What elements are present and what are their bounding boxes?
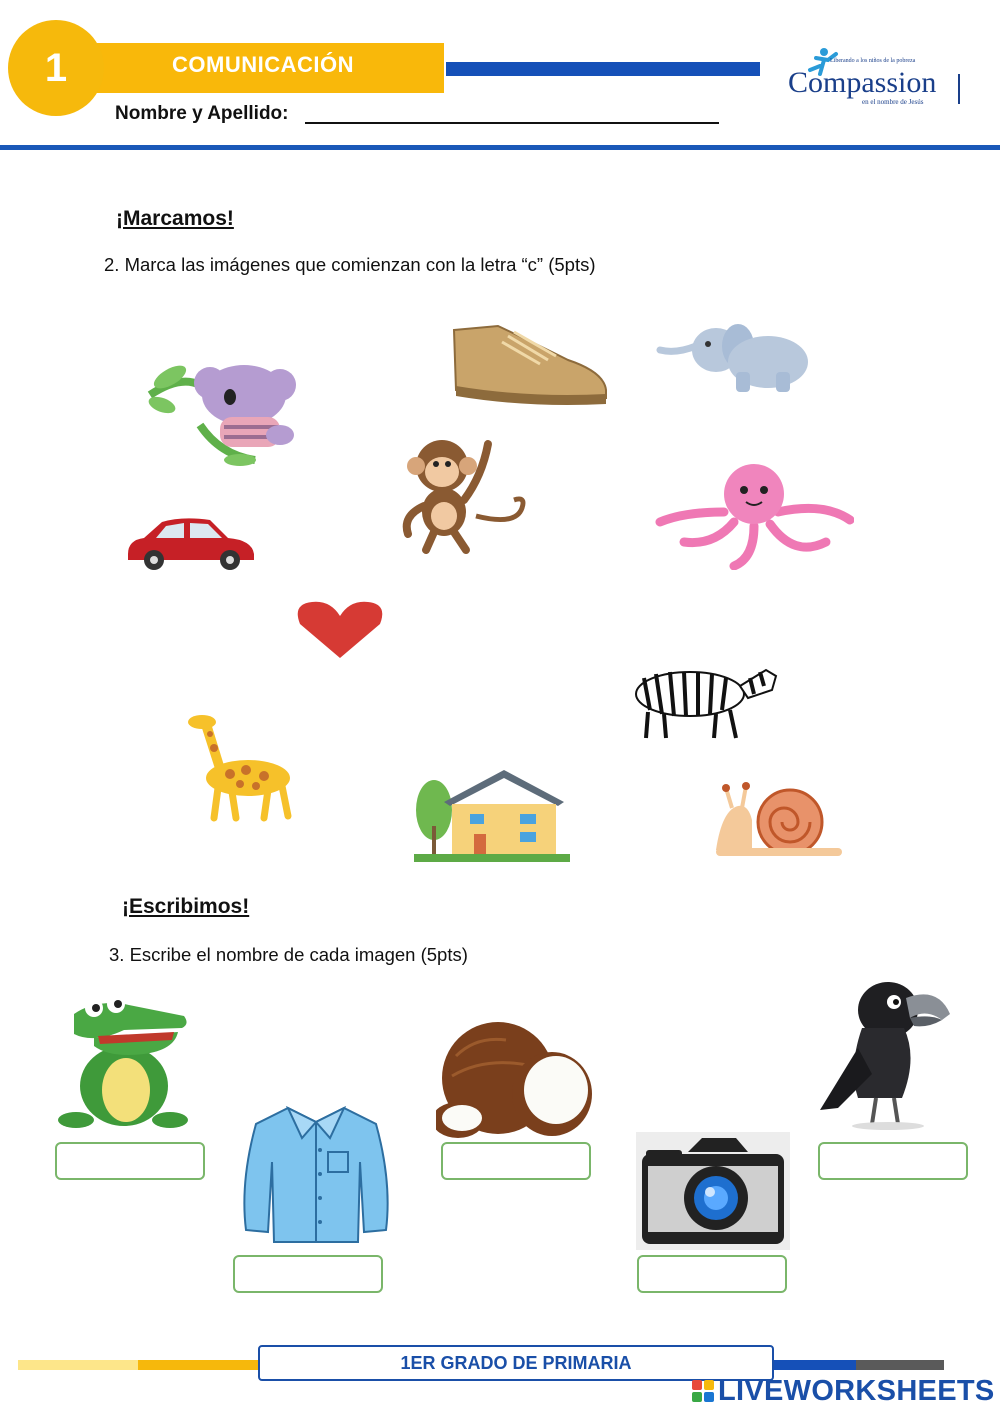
instruction-3: 3. Escribe el nombre de cada imagen (5pts) [109, 944, 468, 965]
answer-field-coconut[interactable] [441, 1142, 591, 1180]
monkey-icon[interactable] [396, 436, 530, 556]
compassion-logo [780, 44, 970, 114]
elephant-icon[interactable] [656, 320, 816, 396]
camera-icon [636, 1132, 790, 1250]
svg-text:Liberando a los niños de la po: Liberando a los niños de la pobreza [830, 58, 916, 64]
liveworksheets-logo-icon [692, 1380, 714, 1402]
answer-field-crow[interactable] [818, 1142, 968, 1180]
snail-icon[interactable] [712, 780, 846, 860]
header-rule [0, 145, 1000, 150]
section-title-marcamos: ¡Marcamos! [116, 207, 234, 230]
footer-stripe [770, 1360, 856, 1370]
footer-stripe [856, 1360, 944, 1370]
shirt-icon [236, 1102, 396, 1248]
grade-label: 1ER GRADO DE PRIMARIA [258, 1345, 774, 1381]
crow-icon [818, 978, 954, 1130]
crocodile-icon [54, 994, 190, 1130]
watermark-text: LIVEWORKSHEETS [718, 1374, 995, 1407]
svg-text:Compassion: Compassion [788, 66, 937, 99]
house-icon[interactable] [412, 766, 572, 866]
octopus-icon[interactable] [654, 462, 854, 570]
footer-stripe [138, 1360, 258, 1370]
name-input-line[interactable] [305, 122, 719, 124]
car-icon[interactable] [122, 514, 258, 570]
shoe-icon[interactable] [448, 320, 610, 408]
svg-text:en el nombre de Jesús: en el nombre de Jesús [862, 98, 924, 106]
unit-number-badge: 1 [8, 20, 104, 116]
header-accent-bar [446, 62, 760, 76]
answer-field-shirt[interactable] [233, 1255, 383, 1293]
footer-stripe [18, 1360, 138, 1370]
answer-field-camera[interactable] [637, 1255, 787, 1293]
subject-title: COMUNICACIÓN [172, 52, 354, 77]
coconut-icon [436, 1016, 596, 1140]
heart-icon[interactable] [294, 600, 386, 660]
giraffe-icon[interactable] [170, 712, 296, 824]
name-label: Nombre y Apellido: [115, 103, 289, 124]
section-title-escribimos: ¡Escribimos! [122, 895, 250, 918]
liveworksheets-watermark [692, 1374, 995, 1408]
instruction-2: 2. Marca las imágenes que comienzan con la letra “c” (5pts) [104, 254, 596, 275]
zebra-icon[interactable] [630, 662, 780, 742]
answer-field-crocodile[interactable] [55, 1142, 205, 1180]
koala-icon[interactable] [140, 355, 305, 467]
